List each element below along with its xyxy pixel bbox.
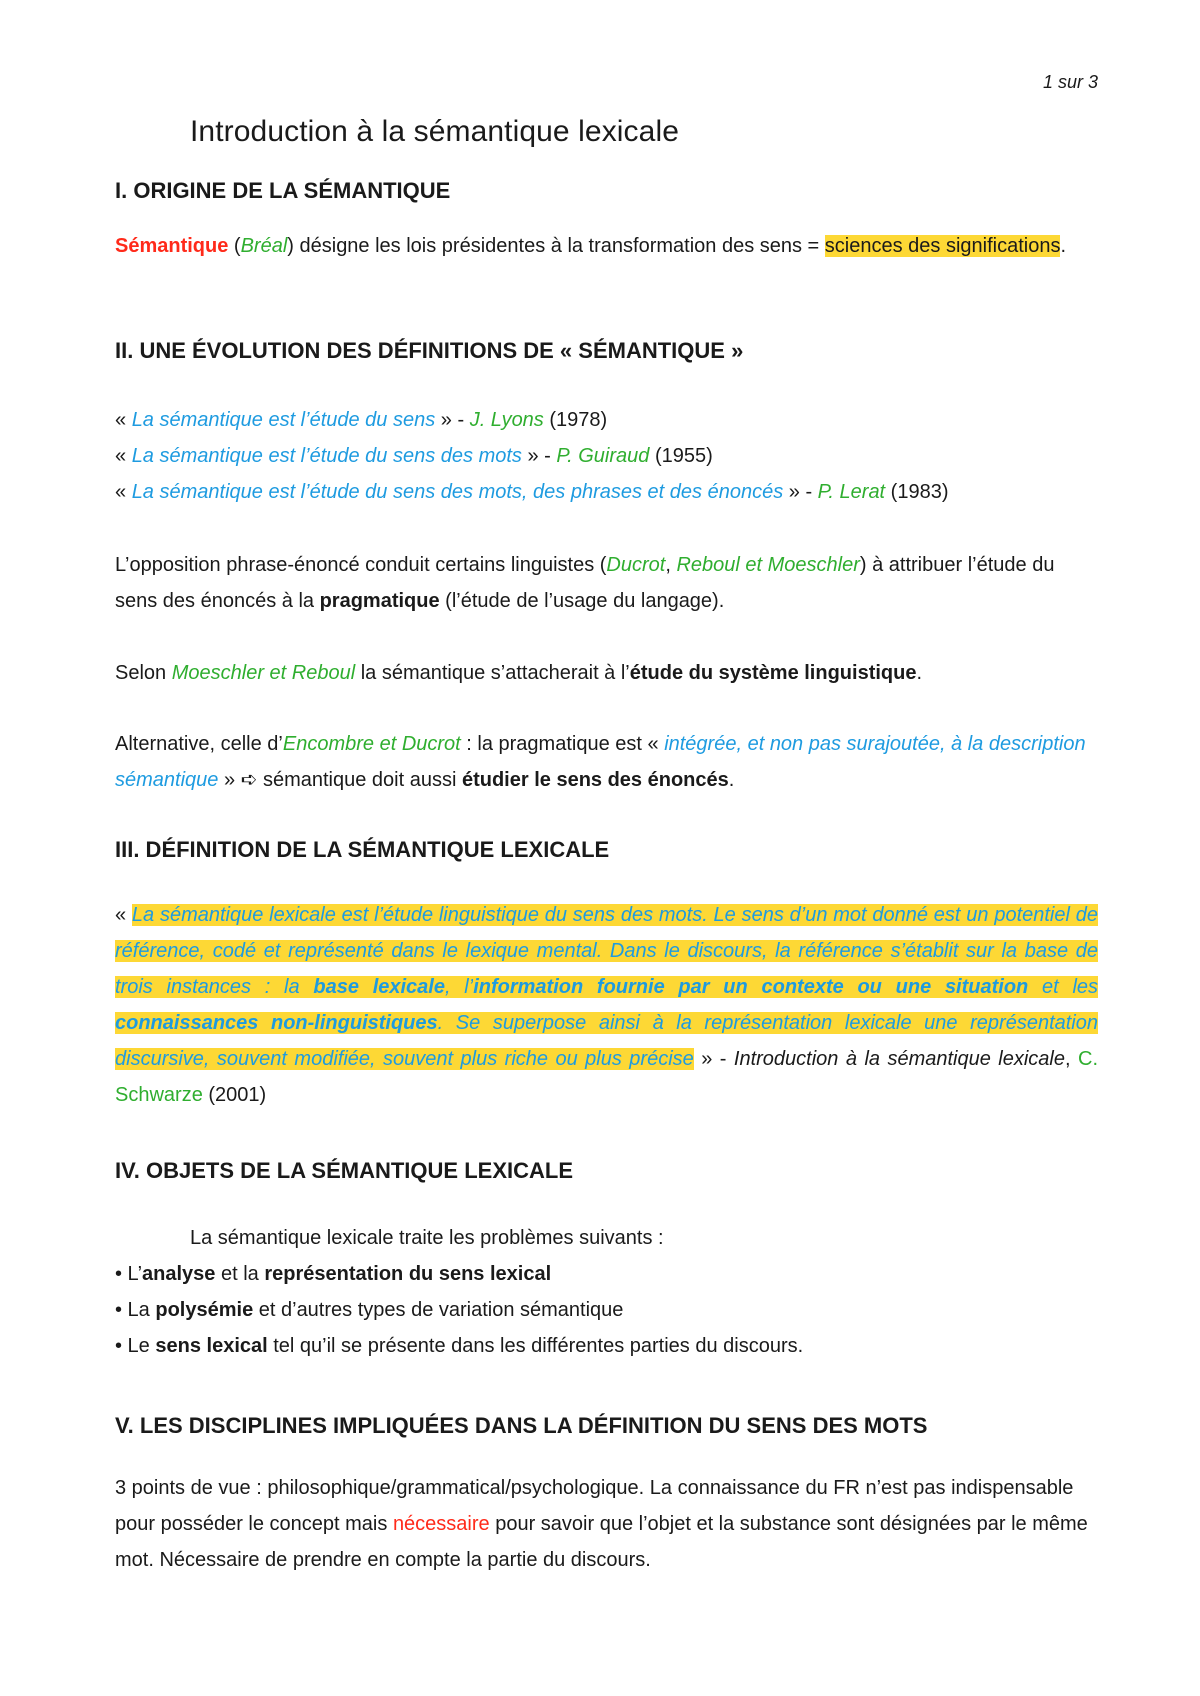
- text-fragment: .: [1060, 235, 1067, 257]
- bold-analyse: analyse: [142, 1263, 216, 1285]
- quote-year: (1955): [649, 445, 713, 467]
- quote-text: La sémantique est l’étude du sens des mots: [131, 445, 522, 467]
- author-reboul-moeschler: Reboul et Moeschler: [676, 554, 860, 576]
- text-fragment: Selon: [115, 662, 172, 684]
- author-moeschler-reboul: Moeschler et Reboul: [171, 662, 356, 684]
- section-5-paragraph: [115, 1470, 1098, 1578]
- quote-author: P. Guiraud: [556, 445, 650, 467]
- bold-etudier-sens: étudier le sens des énoncés: [461, 769, 729, 791]
- bold-sens-lexical: sens lexical: [155, 1335, 268, 1357]
- quote-text: . Se superpose ainsi à la représentation lexicale une représentation discursive, souvent modifiée, souvent plus riche ou plus précise: [115, 1012, 1098, 1070]
- text-fragment: ,: [665, 554, 677, 576]
- text-fragment: : la pragmatique est «: [460, 733, 665, 755]
- red-necessaire: nécessaire: [392, 1513, 490, 1535]
- quote-mark: «: [115, 481, 132, 503]
- bold-information-contexte: information fournie par un contexte ou une situation: [473, 976, 1029, 998]
- quote-year: (1983): [885, 481, 949, 503]
- quote-text: La sémantique lexicale est l’étude linguistique du sens des mots. Le sens d’un mot donné est un potentiel de référence, codé et représenté dans le lexique mental. Dans le discours, la référence s’établit sur la base de trois instances : la: [115, 904, 1098, 998]
- quote-mark: «: [115, 445, 132, 467]
- section-heading-3: III. DÉFINITION DE LA SÉMANTIQUE LEXICALE: [115, 837, 610, 862]
- bullet-text: • La: [115, 1299, 156, 1321]
- quote-mark: «: [115, 904, 132, 926]
- paragraph-alternative: [115, 726, 1098, 798]
- author-ducrot: Ducrot: [606, 554, 666, 576]
- text-fragment: » ➪ sémantique doit aussi: [218, 769, 462, 791]
- text-fragment: ) désigne les lois présidentes à la transformation des sens =: [287, 235, 825, 257]
- author-schwarze: C. Schwarze: [115, 1048, 1099, 1106]
- text-fragment: .: [916, 662, 923, 684]
- bold-connaissances: connaissances non-linguistiques: [115, 1012, 438, 1034]
- section-1-paragraph: [115, 228, 1098, 264]
- list-item: [115, 1292, 1098, 1328]
- quote-line: [115, 474, 1098, 510]
- quote-text: intégrée, et non pas surajoutée, à la description sémantique: [115, 733, 1086, 791]
- quote-line: [115, 402, 1098, 438]
- text-fragment: (l’étude de l’usage du langage).: [439, 590, 725, 612]
- highlight-sciences: sciences des significations: [824, 235, 1061, 257]
- quote-mark: «: [115, 409, 132, 431]
- page-title: Introduction à la sémantique lexicale: [190, 115, 679, 148]
- quote-mark: » -: [435, 409, 470, 431]
- author-breal: Bréal: [240, 235, 288, 257]
- page-number: 1 sur 3: [1042, 72, 1098, 92]
- objects-list: [115, 1220, 1098, 1364]
- text-fragment: 3 points de vue : philosophique/grammatical/psychologique. La connaissance du FR n’est pas indispensable pour posséder le concept mais: [115, 1477, 1074, 1535]
- bold-pragmatique: pragmatique: [319, 590, 440, 612]
- paragraph-selon: [115, 655, 1098, 691]
- bullet-text: • Le: [115, 1335, 156, 1357]
- bold-representation: représentation du sens lexical: [264, 1263, 552, 1285]
- quote-text: et les: [1028, 976, 1099, 998]
- text-fragment: L’opposition phrase-énoncé conduit certains linguistes (: [115, 554, 607, 576]
- author-encombre-ducrot: Encombre et Ducrot: [282, 733, 461, 755]
- paragraph-opposition: [115, 547, 1098, 619]
- quote-mark: » -: [783, 481, 818, 503]
- bold-base-lexicale: base lexicale: [313, 976, 445, 998]
- bullet-text: tel qu’il se présente dans les différentes parties du discours.: [267, 1335, 804, 1357]
- text-fragment: ) à attribuer l’étude du sens des énoncés à la: [115, 554, 1055, 612]
- definition-quote: [115, 897, 1098, 1113]
- quote-list: [115, 402, 1098, 510]
- text-fragment: (: [228, 235, 241, 257]
- bold-polysemie: polysémie: [155, 1299, 254, 1321]
- quote-mark: » -: [693, 1048, 734, 1070]
- list-intro: La sémantique lexicale traite les problèmes suivants :: [190, 1227, 664, 1249]
- text-fragment: ,: [1065, 1048, 1079, 1070]
- quote-author: P. Lerat: [817, 481, 886, 503]
- list-item: [115, 1328, 1098, 1364]
- section-heading-5: V. LES DISCIPLINES IMPLIQUÉES DANS LA DÉFINITION DU SENS DES MOTS: [115, 1413, 928, 1438]
- quote-text: La sémantique est l’étude du sens: [131, 409, 436, 431]
- quote-line: [115, 438, 1098, 474]
- bullet-text: et la: [215, 1263, 265, 1285]
- quote-year: (1978): [543, 409, 608, 431]
- section-heading-2: II. UNE ÉVOLUTION DES DÉFINITIONS DE « SÉMANTIQUE »: [115, 338, 744, 363]
- bullet-text: • L’: [115, 1263, 143, 1285]
- bullet-text: et d’autres types de variation sémantique: [253, 1299, 624, 1321]
- quote-text: , l’: [445, 976, 474, 998]
- list-item: [115, 1256, 1098, 1292]
- text-fragment: la sémantique s’attacherait à l’: [355, 662, 630, 684]
- quote-author: J. Lyons: [469, 409, 544, 431]
- quote-mark: » -: [521, 445, 557, 467]
- section-heading-4: IV. OBJETS DE LA SÉMANTIQUE LEXICALE: [115, 1158, 573, 1183]
- text-fragment: Alternative, celle d’: [115, 733, 283, 755]
- quote-year: (2001): [202, 1084, 267, 1106]
- text-fragment: .: [728, 769, 735, 791]
- quote-text: La sémantique est l’étude du sens des mots, des phrases et des énoncés: [131, 481, 784, 503]
- bold-etude-systeme: étude du système linguistique: [629, 662, 917, 684]
- term-semantique: Sémantique: [115, 235, 229, 257]
- text-fragment: pour savoir que l’objet et la substance sont désignées par le même mot. Nécessaire de prendre en compte la partie du discours.: [115, 1513, 1088, 1571]
- book-title: Introduction à la sémantique lexicale: [733, 1048, 1065, 1070]
- section-heading-1: I. ORIGINE DE LA SÉMANTIQUE: [115, 178, 451, 203]
